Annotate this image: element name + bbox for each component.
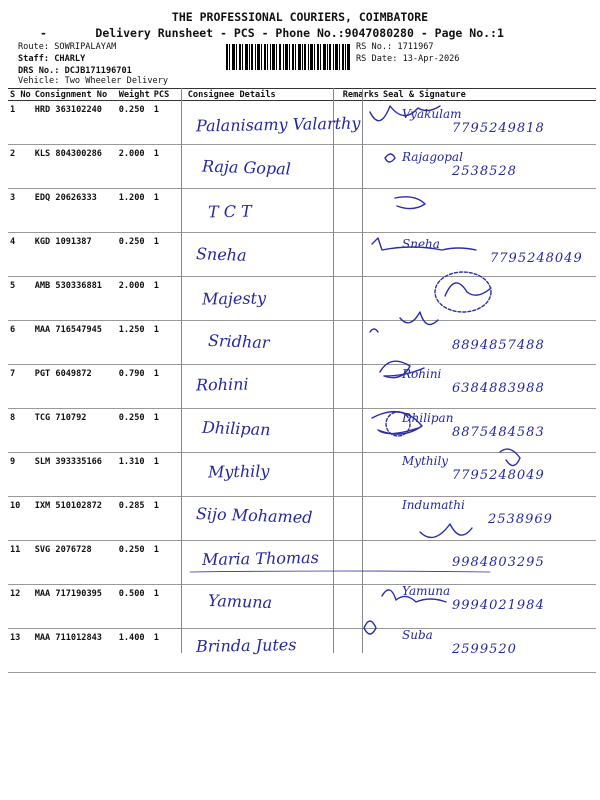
rs-number: RS No.: 1711967 [356, 42, 434, 52]
row-remarks-cell [341, 277, 381, 321]
row-remarks-cell [341, 497, 381, 541]
vehicle-label: Vehicle: Two Wheeler Delivery [18, 76, 169, 86]
receiver-phone: 8875484583 [452, 424, 545, 440]
row-weight: 0.250 [117, 101, 152, 145]
col-header-consignee: Consignee Details [186, 89, 341, 101]
row-weight: 0.285 [117, 497, 152, 541]
row-sno: 12 [8, 585, 33, 629]
row-remarks-cell [341, 585, 381, 629]
receiver-signature: Suba [402, 627, 433, 642]
receiver-signature: Rohini [402, 367, 442, 382]
consignee-handwriting: Majesty [201, 288, 267, 309]
row-pcs: 1 [152, 497, 186, 541]
row-weight: 0.500 [117, 585, 152, 629]
column-divider [181, 88, 182, 653]
consignee-handwriting: Raja Gopal [201, 156, 292, 179]
row-weight: 0.790 [117, 365, 152, 409]
row-sno: 4 [8, 233, 33, 277]
row-weight: 0.250 [117, 233, 152, 277]
row-signature-cell [381, 277, 596, 321]
row-weight: 2.000 [117, 145, 152, 189]
row-consignment-no: KLS 804300286 [33, 145, 117, 189]
receiver-signature: Mythily [402, 454, 449, 469]
route-label: Route: SOWRIPALAYAM [18, 42, 117, 52]
row-pcs: 1 [152, 453, 186, 497]
row-consignment-no: IXM 510102872 [33, 497, 117, 541]
receiver-phone: 7795249818 [452, 121, 545, 136]
row-pcs: 1 [152, 189, 186, 233]
row-consignment-no: MAA 716547945 [33, 321, 117, 365]
column-divider [333, 88, 334, 653]
receiver-phone: 6384883988 [452, 381, 545, 397]
row-remarks-cell [341, 453, 381, 497]
col-header-pcs: PCS [152, 89, 186, 101]
col-header-consignment: Consignment No [33, 89, 117, 101]
receiver-phone: 2538969 [488, 511, 553, 527]
row-weight: 0.250 [117, 409, 152, 453]
row-pcs: 1 [152, 629, 186, 673]
receiver-signature: Dhilipan [402, 410, 454, 425]
receiver-phone: 9984803295 [452, 555, 545, 570]
row-pcs: 1 [152, 365, 186, 409]
row-sno: 3 [8, 189, 33, 233]
row-remarks-cell [341, 409, 381, 453]
staff-label: Staff: CHARLY [18, 54, 86, 64]
receiver-signature: Indumathi [402, 497, 465, 512]
consignee-handwriting: Palanisamy Valarthy [195, 113, 361, 136]
consignee-handwriting: Dhilipan [201, 417, 271, 439]
consignee-handwriting: Rohini [195, 374, 249, 395]
drs-label: DRS No.: DCJB171196701 [18, 66, 132, 76]
consignee-handwriting: Yamuna [207, 591, 273, 613]
consignee-handwriting: Maria Thomas [201, 547, 320, 570]
row-pcs: 1 [152, 321, 186, 365]
col-header-remarks: Remarks [342, 89, 379, 100]
col-header-signature: Seal & Signature [381, 89, 596, 101]
row-sno: 10 [8, 497, 33, 541]
row-consignment-no: PGT 6049872 [33, 365, 117, 409]
receiver-signature: Rajagopal [402, 150, 463, 165]
runsheet-subtitle-text: Delivery Runsheet - PCS - Phone No.:9047080280 - Page No.:1 [95, 26, 504, 40]
row-pcs: 1 [152, 101, 186, 145]
receiver-phone: 2599520 [452, 641, 517, 657]
row-weight: 2.000 [117, 277, 152, 321]
row-signature-cell [381, 189, 596, 233]
row-consignment-no: SLM 393335166 [33, 453, 117, 497]
row-remarks-cell [341, 365, 381, 409]
receiver-phone: 7795248049 [490, 251, 583, 267]
rs-date: RS Date: 13-Apr-2026 [356, 54, 460, 64]
row-pcs: 1 [152, 585, 186, 629]
row-consignment-no: SVG 2076728 [33, 541, 117, 585]
row-weight: 1.250 [117, 321, 152, 365]
consignee-handwriting: Sijo Mohamed [195, 503, 313, 527]
row-sno: 7 [8, 365, 33, 409]
row-weight: 1.200 [117, 189, 152, 233]
row-remarks-cell [341, 189, 381, 233]
row-consignment-no: MAA 711012843 [33, 629, 117, 673]
row-remarks-cell [341, 233, 381, 277]
row-pcs: 1 [152, 541, 186, 585]
row-sno: 9 [8, 453, 33, 497]
row-remarks-cell [341, 541, 381, 585]
receiver-phone: 2538528 [452, 164, 517, 180]
col-header-sno: S No [10, 89, 31, 100]
table-row [8, 189, 596, 233]
row-weight: 1.310 [117, 453, 152, 497]
receiver-signature: Sneha [402, 237, 440, 252]
consignee-handwriting: T C T [207, 201, 252, 222]
receiver-signature: Yamuna [402, 584, 451, 599]
col-header-weight: Weight [118, 89, 150, 100]
table-header-row [8, 89, 596, 101]
consignee-handwriting: Sridhar [207, 330, 270, 353]
row-consignment-no: TCG 710792 [33, 409, 117, 453]
row-consignment-no: MAA 717190395 [33, 585, 117, 629]
receiver-phone: 8894857488 [452, 338, 545, 353]
row-remarks-cell [341, 145, 381, 189]
column-divider [362, 88, 363, 653]
row-pcs: 1 [152, 277, 186, 321]
table-row [8, 277, 596, 321]
receiver-phone: 7795248049 [452, 468, 545, 484]
row-consignment-no: AMB 530336881 [33, 277, 117, 321]
row-sno: 6 [8, 321, 33, 365]
row-consignment-no: EDQ 20626333 [33, 189, 117, 233]
row-sno: 11 [8, 541, 33, 585]
row-consignment-no: HRD 363102240 [33, 101, 117, 145]
row-consignment-no: KGD 1091387 [33, 233, 117, 277]
row-pcs: 1 [152, 233, 186, 277]
row-remarks-cell [341, 629, 381, 673]
row-weight: 0.250 [117, 541, 152, 585]
row-remarks-cell [341, 321, 381, 365]
company-title: THE PROFESSIONAL COURIERS, COIMBATORE [171, 10, 429, 24]
row-sno: 5 [8, 277, 33, 321]
receiver-signature: Vyakulam [402, 107, 462, 121]
consignee-handwriting: Sneha [195, 244, 247, 266]
dash-mark: - [40, 26, 47, 40]
row-pcs: 1 [152, 409, 186, 453]
consignee-handwriting: Brinda Jutes [195, 634, 297, 656]
row-weight: 1.400 [117, 629, 152, 673]
runsheet-subtitle [40, 26, 504, 40]
row-sno: 8 [8, 409, 33, 453]
barcode [226, 44, 351, 70]
row-sno: 13 [8, 629, 33, 673]
row-pcs: 1 [152, 145, 186, 189]
row-sno: 1 [8, 101, 33, 145]
receiver-phone: 9994021984 [452, 598, 545, 614]
row-sno: 2 [8, 145, 33, 189]
consignee-handwriting: Mythily [207, 461, 270, 482]
